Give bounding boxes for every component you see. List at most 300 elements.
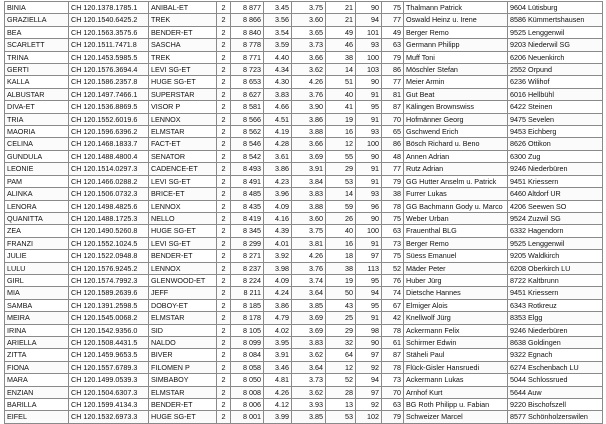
cell-index: 100 (356, 138, 382, 150)
cell-days: 49 (326, 26, 356, 38)
cell-fat-percent: 3.86 (264, 299, 292, 311)
cell-owner: Knellwolf Jürg (404, 312, 508, 324)
cell-fat-percent: 4.16 (264, 212, 292, 224)
cell-protein-percent: 3.88 (292, 200, 326, 212)
cell-days: 32 (326, 336, 356, 348)
cell-index: 96 (356, 200, 382, 212)
cell-name: SCARLETT (5, 39, 69, 51)
cell-days: 14 (326, 188, 356, 200)
cell-protein-percent: 3.83 (292, 336, 326, 348)
cell-sire: JEFF (149, 287, 217, 299)
cell-index: 95 (356, 274, 382, 286)
cell-sire: NELLO (149, 212, 217, 224)
cell-score: 67 (382, 299, 404, 311)
cell-milk-kg: 8 562 (231, 126, 264, 138)
cell-location: 6300 Zug (508, 150, 603, 162)
cell-protein-percent: 3.62 (292, 386, 326, 398)
cell-owner: Süess Emanuel (404, 250, 508, 262)
cell-protein-percent: 3.85 (292, 299, 326, 311)
cell-location: 6422 Steinen (508, 101, 603, 113)
table-row (5, 324, 603, 336)
cell-sire: SASCHA (149, 39, 217, 51)
cell-location: 5644 Auw (508, 386, 603, 398)
cell-days: 53 (326, 411, 356, 423)
table-row (5, 399, 603, 411)
table-row (5, 26, 603, 38)
cell-fat-percent: 4.39 (264, 225, 292, 237)
cell-fat-percent: 4.01 (264, 237, 292, 249)
cell-score: 48 (382, 150, 404, 162)
cell-protein-percent: 3.66 (292, 138, 326, 150)
cell-milk-kg: 8 345 (231, 225, 264, 237)
cell-milk-kg: 8 001 (231, 411, 264, 423)
cell-days: 19 (326, 113, 356, 125)
cell-milk-kg: 8 299 (231, 237, 264, 249)
cell-name: PAM (5, 175, 69, 187)
cell-score: 75 (382, 2, 404, 14)
cell-sire: FILOMEN P (149, 361, 217, 373)
cell-owner: BG Roth Philipp u. Fabian (404, 399, 508, 411)
cell-id-number: CH 120.1488.1725.3 (69, 212, 149, 224)
cell-days: 21 (326, 2, 356, 14)
cell-index: 91 (356, 88, 382, 100)
cell-lactation: 2 (217, 411, 231, 423)
cell-id-number: CH 120.1522.0948.8 (69, 250, 149, 262)
cell-lactation: 2 (217, 26, 231, 38)
table-row (5, 237, 603, 249)
cell-name: IRINA (5, 324, 69, 336)
cell-protein-percent: 3.66 (292, 51, 326, 63)
cell-protein-percent: 3.74 (292, 274, 326, 286)
cell-index: 91 (356, 163, 382, 175)
cell-lactation: 2 (217, 175, 231, 187)
cell-sire: LEVI SG-ET (149, 175, 217, 187)
cell-index: 90 (356, 76, 382, 88)
results-table (4, 1, 603, 424)
cell-days: 29 (326, 324, 356, 336)
cell-protein-percent: 3.85 (292, 411, 326, 423)
cell-protein-percent: 3.64 (292, 287, 326, 299)
cell-fat-percent: 3.46 (264, 361, 292, 373)
cell-index: 93 (356, 188, 382, 200)
cell-index: 92 (356, 399, 382, 411)
cell-fat-percent: 4.28 (264, 138, 292, 150)
cell-location: 8638 Goldingen (508, 336, 603, 348)
cell-milk-kg: 8 627 (231, 88, 264, 100)
cell-fat-percent: 4.51 (264, 113, 292, 125)
cell-protein-percent: 3.90 (292, 101, 326, 113)
cell-lactation: 2 (217, 163, 231, 175)
cell-index: 101 (356, 26, 382, 38)
cell-lactation: 2 (217, 374, 231, 386)
cell-milk-kg: 8 778 (231, 39, 264, 51)
cell-milk-kg: 8 771 (231, 51, 264, 63)
cell-name: MIA (5, 287, 69, 299)
cell-id-number: CH 120.1459.9653.5 (69, 349, 149, 361)
cell-id-number: CH 120.1497.7466.1 (69, 88, 149, 100)
cell-index: 113 (356, 262, 382, 274)
table-row (5, 101, 603, 113)
cell-protein-percent: 3.73 (292, 374, 326, 386)
cell-location: 4206 Seewen SO (508, 200, 603, 212)
cell-location: 6206 Neuenkirch (508, 51, 603, 63)
cell-location: 9322 Egnach (508, 349, 603, 361)
table-row (5, 188, 603, 200)
cell-fat-percent: 3.91 (264, 349, 292, 361)
cell-sire: CADENCE-ET (149, 163, 217, 175)
cell-score: 86 (382, 64, 404, 76)
cell-id-number: CH 120.1586.2357.8 (69, 76, 149, 88)
cell-days: 13 (326, 399, 356, 411)
cell-name: ALINKA (5, 188, 69, 200)
results-sheet (4, 1, 602, 424)
cell-index: 97 (356, 250, 382, 262)
cell-owner: Oswald Heinz u. Irene (404, 14, 508, 26)
cell-lactation: 2 (217, 361, 231, 373)
cell-location: 6332 Hagendorn (508, 225, 603, 237)
cell-index: 93 (356, 126, 382, 138)
cell-protein-percent: 3.83 (292, 188, 326, 200)
cell-sire: DOBOY-ET (149, 299, 217, 311)
cell-fat-percent: 4.02 (264, 324, 292, 336)
cell-sire: BRICE-ET (149, 188, 217, 200)
cell-sire: GLENWOOD-ET (149, 274, 217, 286)
cell-id-number: CH 120.1542.9356.0 (69, 324, 149, 336)
cell-location: 9220 Bischofszell (508, 399, 603, 411)
cell-fat-percent: 3.61 (264, 150, 292, 162)
cell-index: 103 (356, 64, 382, 76)
cell-id-number: CH 120.1466.0288.2 (69, 175, 149, 187)
table-row (5, 374, 603, 386)
table-row (5, 299, 603, 311)
cell-name: TRIA (5, 113, 69, 125)
cell-protein-percent: 4.26 (292, 250, 326, 262)
cell-score: 61 (382, 336, 404, 348)
cell-owner: Hofmänner Georg (404, 113, 508, 125)
table-row (5, 411, 603, 423)
cell-protein-percent: 3.75 (292, 2, 326, 14)
table-row (5, 64, 603, 76)
cell-id-number: CH 120.1511.7471.8 (69, 39, 149, 51)
cell-owner: Gschwend Erich (404, 126, 508, 138)
cell-protein-percent: 3.62 (292, 349, 326, 361)
cell-sire: LENNOX (149, 113, 217, 125)
cell-lactation: 2 (217, 39, 231, 51)
cell-score: 77 (382, 14, 404, 26)
cell-score: 74 (382, 287, 404, 299)
cell-owner: Kälingen Brownswiss (404, 101, 508, 113)
cell-lactation: 2 (217, 262, 231, 274)
cell-id-number: CH 120.1453.5985.5 (69, 51, 149, 63)
cell-sire: BENDER-ET (149, 399, 217, 411)
cell-fat-percent: 4.09 (264, 274, 292, 286)
cell-id-number: CH 120.1589.2639.6 (69, 287, 149, 299)
cell-days: 38 (326, 51, 356, 63)
cell-score: 63 (382, 39, 404, 51)
cell-index: 90 (356, 2, 382, 14)
cell-id-number: CH 120.1504.6307.3 (69, 386, 149, 398)
cell-name: GUNDULA (5, 150, 69, 162)
cell-lactation: 2 (217, 200, 231, 212)
cell-location: 9604 Lütisburg (508, 2, 603, 14)
cell-index: 91 (356, 175, 382, 187)
cell-milk-kg: 8 271 (231, 250, 264, 262)
cell-location: 9475 Sevelen (508, 113, 603, 125)
cell-score: 77 (382, 76, 404, 88)
cell-owner: Bösch Richard u. Beno (404, 138, 508, 150)
cell-sire: NALDO (149, 336, 217, 348)
cell-sire: LENNOX (149, 200, 217, 212)
cell-days: 26 (326, 212, 356, 224)
cell-id-number: CH 120.1540.6425.2 (69, 14, 149, 26)
cell-sire: BIVER (149, 349, 217, 361)
cell-days: 19 (326, 274, 356, 286)
cell-sire: ELMSTAR (149, 126, 217, 138)
cell-days: 40 (326, 88, 356, 100)
cell-sire: HUGE SG-ET (149, 225, 217, 237)
cell-name: FIONA (5, 361, 69, 373)
cell-lactation: 2 (217, 386, 231, 398)
cell-name: GERTI (5, 64, 69, 76)
cell-location: 9205 Waldkirch (508, 250, 603, 262)
cell-name: KALLA (5, 76, 69, 88)
cell-days: 12 (326, 361, 356, 373)
cell-id-number: CH 120.1468.1833.7 (69, 138, 149, 150)
table-row (5, 386, 603, 398)
cell-lactation: 2 (217, 126, 231, 138)
cell-id-number: CH 120.1552.6019.6 (69, 113, 149, 125)
cell-fat-percent: 3.56 (264, 14, 292, 26)
cell-score: 63 (382, 399, 404, 411)
cell-milk-kg: 8 493 (231, 163, 264, 175)
table-row (5, 138, 603, 150)
cell-protein-percent: 4.26 (292, 76, 326, 88)
cell-id-number: CH 120.1563.3575.6 (69, 26, 149, 38)
cell-milk-kg: 8 877 (231, 2, 264, 14)
cell-fat-percent: 4.79 (264, 312, 292, 324)
cell-sire: HUGE SG-ET (149, 411, 217, 423)
cell-protein-percent: 3.86 (292, 113, 326, 125)
cell-owner: Huber Jürg (404, 274, 508, 286)
cell-location: 9453 Eichberg (508, 126, 603, 138)
cell-protein-percent: 3.64 (292, 361, 326, 373)
cell-lactation: 2 (217, 150, 231, 162)
cell-lactation: 2 (217, 225, 231, 237)
cell-owner: Elmiger Alois (404, 299, 508, 311)
cell-name: LULU (5, 262, 69, 274)
cell-name: GIRL (5, 274, 69, 286)
table-row (5, 336, 603, 348)
cell-days: 40 (326, 225, 356, 237)
cell-days: 46 (326, 39, 356, 51)
cell-fat-percent: 3.92 (264, 250, 292, 262)
cell-sire: ELMSTAR (149, 386, 217, 398)
cell-location: 9246 Niederbüren (508, 163, 603, 175)
cell-name: BARILLA (5, 399, 69, 411)
cell-milk-kg: 8 211 (231, 287, 264, 299)
table-row (5, 262, 603, 274)
cell-location: 8722 Kaltbrunn (508, 274, 603, 286)
cell-id-number: CH 120.1499.0539.3 (69, 374, 149, 386)
cell-name: JULIE (5, 250, 69, 262)
cell-id-number: CH 120.1557.6789.3 (69, 361, 149, 373)
cell-name: EIFEL (5, 411, 69, 423)
cell-score: 76 (382, 274, 404, 286)
cell-location: 6274 Eschenbach LU (508, 361, 603, 373)
cell-score: 65 (382, 126, 404, 138)
cell-id-number: CH 120.1506.0732.3 (69, 188, 149, 200)
cell-id-number: CH 120.1490.5260.8 (69, 225, 149, 237)
cell-score: 87 (382, 101, 404, 113)
cell-index: 102 (356, 411, 382, 423)
cell-score: 87 (382, 349, 404, 361)
cell-lactation: 2 (217, 324, 231, 336)
cell-name: MARA (5, 374, 69, 386)
cell-milk-kg: 8 546 (231, 138, 264, 150)
cell-score: 79 (382, 175, 404, 187)
cell-name: ZITTA (5, 349, 69, 361)
cell-sire: LEVI SG-ET (149, 237, 217, 249)
cell-owner: Dietsche Hannes (404, 287, 508, 299)
cell-name: ALBUSTAR (5, 88, 69, 100)
cell-score: 73 (382, 237, 404, 249)
cell-owner: Berger Remo (404, 237, 508, 249)
cell-sire: FACT-ET (149, 138, 217, 150)
cell-index: 90 (356, 336, 382, 348)
cell-milk-kg: 8 008 (231, 386, 264, 398)
cell-days: 14 (326, 64, 356, 76)
cell-name: BEA (5, 26, 69, 38)
cell-owner: Germann Philipp (404, 39, 508, 51)
cell-index: 97 (356, 386, 382, 398)
cell-id-number: CH 120.1498.4825.6 (69, 200, 149, 212)
table-row (5, 163, 603, 175)
cell-score: 79 (382, 411, 404, 423)
cell-lactation: 2 (217, 51, 231, 63)
cell-location: 6016 Hellbühl (508, 88, 603, 100)
cell-lactation: 2 (217, 312, 231, 324)
cell-lactation: 2 (217, 299, 231, 311)
cell-milk-kg: 8 840 (231, 26, 264, 38)
cell-owner: Möschler Stefan (404, 64, 508, 76)
table-row (5, 361, 603, 373)
cell-sire: LEVI SG-ET (149, 64, 217, 76)
cell-protein-percent: 3.75 (292, 225, 326, 237)
cell-lactation: 2 (217, 101, 231, 113)
cell-location: 8577 Schönholzerswilen (508, 411, 603, 423)
cell-lactation: 2 (217, 399, 231, 411)
cell-fat-percent: 4.19 (264, 126, 292, 138)
cell-owner: Weber Urban (404, 212, 508, 224)
cell-protein-percent: 3.60 (292, 14, 326, 26)
cell-fat-percent: 3.95 (264, 336, 292, 348)
cell-protein-percent: 3.60 (292, 212, 326, 224)
cell-owner: Meier Armin (404, 76, 508, 88)
cell-name: TRINA (5, 51, 69, 63)
cell-milk-kg: 8 723 (231, 64, 264, 76)
cell-index: 95 (356, 101, 382, 113)
cell-id-number: CH 120.1599.4134.3 (69, 399, 149, 411)
cell-lactation: 2 (217, 349, 231, 361)
cell-milk-kg: 8 435 (231, 200, 264, 212)
cell-id-number: CH 120.1576.3694.4 (69, 64, 149, 76)
cell-score: 42 (382, 312, 404, 324)
cell-name: MEIRA (5, 312, 69, 324)
cell-fat-percent: 4.40 (264, 51, 292, 63)
cell-score: 86 (382, 138, 404, 150)
cell-score: 77 (382, 163, 404, 175)
cell-name: LEONIE (5, 163, 69, 175)
cell-id-number: CH 120.1545.0068.2 (69, 312, 149, 324)
cell-protein-percent: 3.73 (292, 39, 326, 51)
cell-sire: BENDER-ET (149, 26, 217, 38)
cell-protein-percent: 3.93 (292, 399, 326, 411)
cell-sire: HUGE SG-ET (149, 76, 217, 88)
cell-protein-percent: 3.65 (292, 26, 326, 38)
cell-id-number: CH 120.1536.8869.5 (69, 101, 149, 113)
cell-location: 9525 Lenggenwil (508, 237, 603, 249)
cell-lactation: 2 (217, 274, 231, 286)
cell-owner: Rutz Adrian (404, 163, 508, 175)
cell-score: 70 (382, 386, 404, 398)
cell-location: 2552 Orpund (508, 64, 603, 76)
cell-location: 9525 Lenggenwil (508, 26, 603, 38)
cell-location: 9451 Kriessern (508, 287, 603, 299)
cell-fat-percent: 4.23 (264, 175, 292, 187)
cell-location: 6460 Altdorf UR (508, 188, 603, 200)
cell-protein-percent: 3.91 (292, 163, 326, 175)
cell-lactation: 2 (217, 212, 231, 224)
cell-sire: ANIBAL-ET (149, 2, 217, 14)
cell-location: 5044 Schlossrued (508, 374, 603, 386)
cell-fat-percent: 3.99 (264, 411, 292, 423)
cell-id-number: CH 120.1391.2598.5 (69, 299, 149, 311)
cell-sire: ELMSTAR (149, 312, 217, 324)
cell-protein-percent: 3.84 (292, 175, 326, 187)
cell-index: 100 (356, 225, 382, 237)
cell-score: 73 (382, 374, 404, 386)
cell-days: 55 (326, 150, 356, 162)
cell-lactation: 2 (217, 14, 231, 26)
cell-lactation: 2 (217, 250, 231, 262)
cell-fat-percent: 3.54 (264, 26, 292, 38)
cell-fat-percent: 4.12 (264, 399, 292, 411)
cell-id-number: CH 120.1488.4800.4 (69, 150, 149, 162)
cell-id-number: CH 120.1552.1024.5 (69, 237, 149, 249)
cell-owner: Mäder Peter (404, 262, 508, 274)
cell-days: 59 (326, 200, 356, 212)
cell-days: 51 (326, 76, 356, 88)
cell-milk-kg: 8 084 (231, 349, 264, 361)
cell-name: MAORIA (5, 126, 69, 138)
cell-id-number: CH 120.1576.9245.2 (69, 262, 149, 274)
cell-milk-kg: 8 099 (231, 336, 264, 348)
cell-sire: SUPERSTAR (149, 88, 217, 100)
cell-sire: SIMBABOY (149, 374, 217, 386)
cell-sire: TREK (149, 14, 217, 26)
cell-owner: Annen Adrian (404, 150, 508, 162)
cell-protein-percent: 3.81 (292, 237, 326, 249)
cell-location: 8353 Elgg (508, 312, 603, 324)
cell-index: 91 (356, 237, 382, 249)
cell-score: 75 (382, 212, 404, 224)
cell-owner: Arnhof Kurt (404, 386, 508, 398)
cell-milk-kg: 8 178 (231, 312, 264, 324)
cell-milk-kg: 8 491 (231, 175, 264, 187)
cell-days: 41 (326, 101, 356, 113)
cell-score: 81 (382, 88, 404, 100)
cell-lactation: 2 (217, 237, 231, 249)
